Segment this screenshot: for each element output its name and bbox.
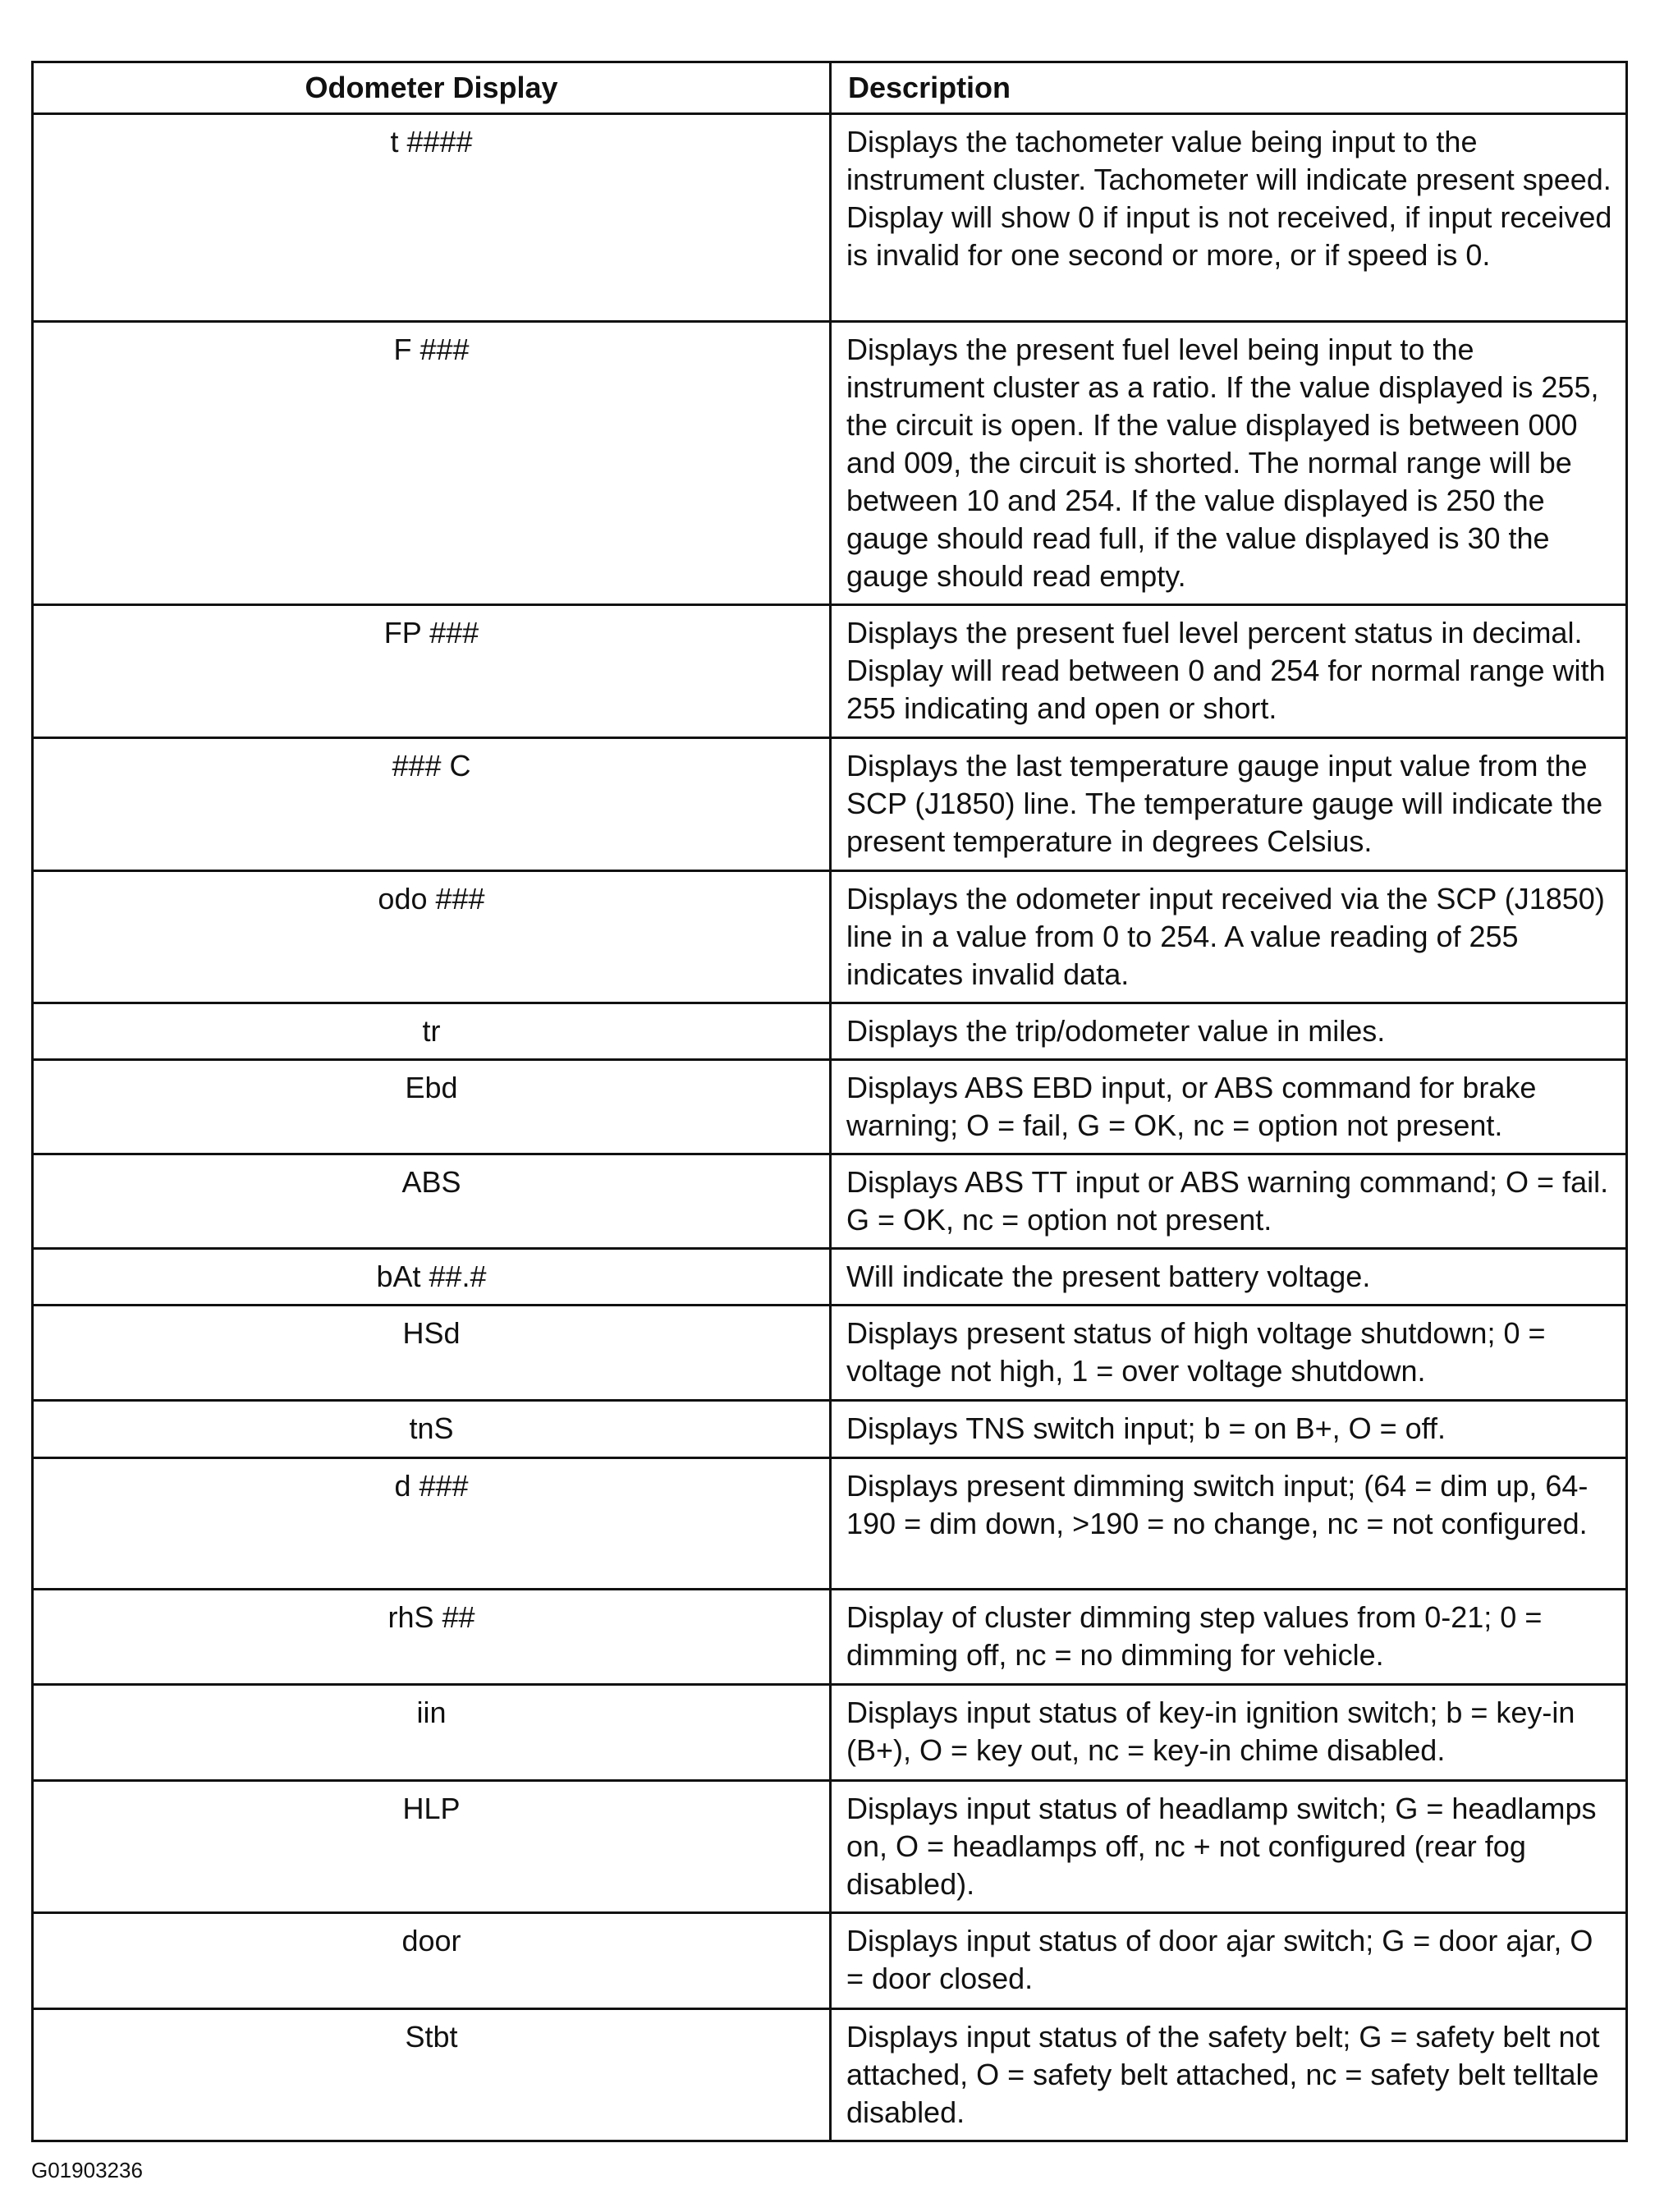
odometer-code-cell: rhS ## — [33, 1590, 831, 1685]
odometer-code-cell: Ebd — [33, 1060, 831, 1154]
odometer-code-cell: odo ### — [33, 871, 831, 1003]
table-row — [33, 1685, 1627, 1781]
table-row — [33, 1590, 1627, 1685]
odometer-code-cell: F ### — [33, 322, 831, 605]
description-cell: Displays input status of door ajar switch; G = door ajar, O = door closed. — [831, 1913, 1627, 2009]
table-row — [33, 605, 1627, 738]
description-cell: Displays ABS TT input or ABS warning command; O = fail. G = OK, nc = option not present. — [831, 1154, 1627, 1249]
table-row — [33, 1781, 1627, 1913]
table-row — [33, 738, 1627, 871]
description-cell: Displays the present fuel level percent status in decimal. Display will read between 0 and 254 for normal range with 255 indicating and open or short. — [831, 605, 1627, 738]
table-row — [33, 1306, 1627, 1401]
description-cell: Will indicate the present battery voltage. — [831, 1249, 1627, 1306]
description-cell: Displays the present fuel level being input to the instrument cluster as a ratio. If the value displayed is 255, the circuit is open. If the value displayed is between 000 and 009, the circuit is shorted. The normal range will be between 10 and 254. If the value displayed is 250 the gauge should read full, if the value displayed is 30 the gauge should read empty. — [831, 322, 1627, 605]
description-cell: Displays TNS switch input; b = on B+, O = off. — [831, 1401, 1627, 1458]
description-cell: Displays input status of the safety belt; G = safety belt not attached, O = safety belt attached, nc = safety belt telltale disabled. — [831, 2009, 1627, 2141]
table-row — [33, 2009, 1627, 2141]
odometer-code-cell: tnS — [33, 1401, 831, 1458]
table-row — [33, 1458, 1627, 1590]
description-cell: Display of cluster dimming step values from 0-21; 0 = dimming off, nc = no dimming for vehicle. — [831, 1590, 1627, 1685]
odometer-code-cell: HSd — [33, 1306, 831, 1401]
odometer-code-cell: tr — [33, 1003, 831, 1060]
figure-id-label: G01903236 — [31, 2158, 143, 2182]
description-cell: Displays present status of high voltage shutdown; 0 = voltage not high, 1 = over voltage shutdown. — [831, 1306, 1627, 1401]
odometer-code-cell: Stbt — [33, 2009, 831, 2141]
odometer-code-cell: door — [33, 1913, 831, 2009]
table-header-row — [33, 62, 1627, 114]
description-cell: Displays present dimming switch input; (64 = dim up, 64-190 = dim down, >190 = no change, nc = not configured. — [831, 1458, 1627, 1590]
description-cell: Displays input status of key-in ignition switch; b = key-in (B+), O = key out, nc = key-in chime disabled. — [831, 1685, 1627, 1781]
table-row — [33, 1249, 1627, 1306]
description-cell: Displays the trip/odometer value in miles. — [831, 1003, 1627, 1060]
description-cell: Displays the tachometer value being input to the instrument cluster. Tachometer will indicate present speed. Display will show 0 if input is not received, if input received is invalid for one second or more, or if speed is 0. — [831, 114, 1627, 322]
odometer-code-cell: t #### — [33, 114, 831, 322]
table-row — [33, 1401, 1627, 1458]
odometer-code-cell: d ### — [33, 1458, 831, 1590]
table-row — [33, 871, 1627, 1003]
odometer-code-cell: ### C — [33, 738, 831, 871]
table-row — [33, 322, 1627, 605]
description-cell: Displays the odometer input received via the SCP (J1850) line in a value from 0 to 254. A value reading of 255 indicates invalid data. — [831, 871, 1627, 1003]
table-row — [33, 1154, 1627, 1249]
odometer-code-cell: ABS — [33, 1154, 831, 1249]
odometer-code-cell: HLP — [33, 1781, 831, 1913]
column-header-odometer-display: Odometer Display — [33, 62, 831, 114]
odometer-code-cell: bAt ##.# — [33, 1249, 831, 1306]
description-cell: Displays ABS EBD input, or ABS command for brake warning; O = fail, G = OK, nc = option not present. — [831, 1060, 1627, 1154]
table-row — [33, 1060, 1627, 1154]
table-row — [33, 1003, 1627, 1060]
description-cell: Displays the last temperature gauge input value from the SCP (J1850) line. The temperature gauge will indicate the present temperature in degrees Celsius. — [831, 738, 1627, 871]
odometer-display-table — [31, 61, 1628, 2142]
column-header-description: Description — [831, 62, 1627, 114]
table-row — [33, 114, 1627, 322]
table-row — [33, 1913, 1627, 2009]
odometer-code-cell: FP ### — [33, 605, 831, 738]
odometer-code-cell: iin — [33, 1685, 831, 1781]
description-cell: Displays input status of headlamp switch; G = headlamps on, O = headlamps off, nc + not configured (rear fog disabled). — [831, 1781, 1627, 1913]
